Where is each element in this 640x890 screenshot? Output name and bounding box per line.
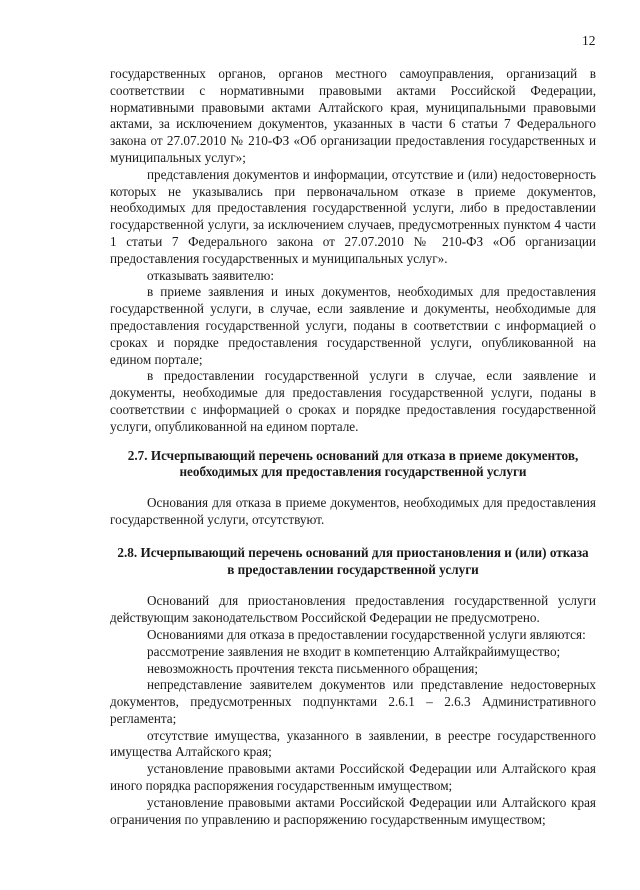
section-2-8-heading (110, 545, 596, 579)
paragraph-continuation: государственных органов, органов местного самоуправления, организаций в соответствии с нормативными правовыми актами Российской Федерации, нормативными правовыми актами Алтайского края, муниципальными правовыми актами, за исключением документов, указанных в части 6 статьи 7 Федерального закона от 27.07.2010 № 210-ФЗ «Об организации предоставления государственных и муниципальных услуг»; (110, 66, 596, 165)
section-2-7-heading-line1: 2.7. Исчерпывающий перечень оснований для отказа в приеме документов, (127, 447, 579, 463)
section-2-8-list-item: установление правовыми актами Российской Федерации или Алтайского края ограничения по управлению и распоряжению государственным имуществом; (110, 794, 596, 827)
section-2-8-list-item: отсутствие имущества, указанного в заявлении, в реестре государственного имущества Алтайского края; (110, 727, 596, 760)
document-body (110, 66, 596, 828)
section-2-8-heading-line2: в предоставлении государственной услуги (227, 561, 479, 577)
section-2-8-heading-line1: 2.8. Исчерпывающий перечень оснований для приостановления и (или) отказа (117, 544, 589, 560)
section-2-7-heading (110, 448, 596, 482)
paragraph-refuse-acceptance: в приеме заявления и иных документов, необходимых для предоставления государственной услуги, в случае, если заявление и документы, необходимые для предоставления государственной услуги, поданы в соответствии с информацией о сроках и порядке предоставления государственной услуги, опубликованной на едином портале; (110, 284, 596, 367)
section-2-8-list-item: невозможность прочтения текста письменного обращения; (147, 660, 479, 676)
paragraph-refuse-applicant: отказывать заявителю: (147, 267, 275, 283)
section-2-8-list-item: рассмотрение заявления не входит в компетенцию Алтайкрайимущество; (147, 643, 561, 659)
page-number: 12 (582, 33, 596, 48)
section-2-8-paragraph: Оснований для приостановления предоставления государственной услуги действующим законодательством Российской Федерации не предусмотрено. (110, 593, 596, 626)
paragraph-documents-info: представления документов и информации, отсутствие и (или) недостоверность которых не указывались при первоначальном отказе в приеме документов, необходимых для предоставления государственной услуги, либо в предоставлении государственной услуги, за исключением случаев, предусмотренных пунктом 4 части 1 статьи 7 Федерального закона от 27.07.2010 № 210-ФЗ «Об организации предоставления государственных и муниципальных услуг». (110, 166, 596, 266)
section-2-8-paragraph: Основаниями для отказа в предоставлении государственной услуги являются: (147, 626, 586, 642)
section-2-7-paragraph: Основания для отказа в приеме документов, необходимых для предоставления государственной услуги, отсутствуют. (110, 495, 596, 527)
section-2-8-list-item: непредставление заявителем документов или представление недостоверных документов, предусмотренных подпунктами 2.6.1 – 2.6.3 Административного регламента; (110, 677, 596, 726)
paragraph-refuse-provision: в предоставлении государственной услуги в случае, если заявление и документы, необходимые для предоставления государственной услуги, поданы в соответствии с информацией о сроках и порядке предоставления государственной услуги, опубликованной на едином портале. (110, 368, 596, 434)
section-2-8-list-item: установление правовыми актами Российской Федерации или Алтайского края иного порядка распоряжения государственным имуществом; (110, 761, 596, 794)
section-2-7-heading-line2: необходимых для предоставления государственной услуги (179, 464, 527, 480)
